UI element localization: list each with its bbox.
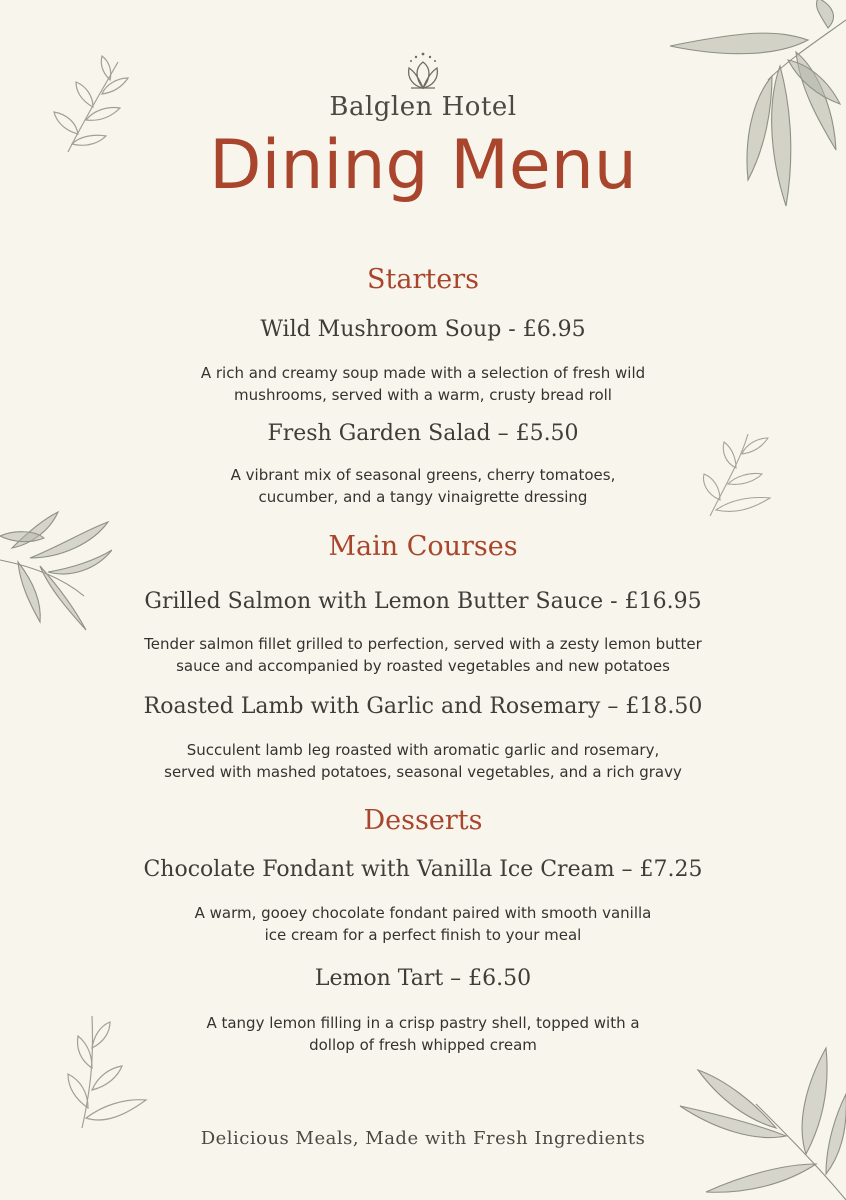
description-line: A tangy lemon filling in a crisp pastry shell, topped with a — [206, 1014, 640, 1032]
menu-item-description — [0, 633, 846, 677]
olive-branch-bottom-right-icon — [676, 1044, 846, 1200]
menu-item-name: Wild Mushroom Soup - £6.95 — [260, 317, 586, 342]
menu-item-description — [0, 464, 846, 508]
description-line: A rich and creamy soup made with a selection of fresh wild — [200, 364, 646, 382]
menu-item-name: Grilled Salmon with Lemon Butter Sauce - £16.95 — [144, 589, 702, 614]
description-line: A warm, gooey chocolate fondant paired with smooth vanilla — [194, 904, 652, 922]
menu-item-name: Fresh Garden Salad – £5.50 — [267, 421, 579, 446]
hotel-name: Balglen Hotel — [329, 92, 517, 122]
menu-item-description — [0, 1012, 846, 1056]
menu-item-name: Roasted Lamb with Garlic and Rosemary – £18.50 — [143, 694, 703, 719]
menu-item-description — [0, 739, 846, 783]
description-line: A vibrant mix of seasonal greens, cherry tomatoes, — [230, 466, 616, 484]
description-line: Tender salmon fillet grilled to perfection, served with a zesty lemon butter — [144, 635, 702, 653]
lotus-crown-logo-icon — [405, 50, 441, 92]
section-heading-main-courses: Main Courses — [328, 531, 518, 562]
menu-item-description — [0, 362, 846, 406]
menu-item-name: Lemon Tart – £6.50 — [314, 966, 532, 991]
menu-item-description — [0, 902, 846, 946]
olive-branch-mid-left-icon — [0, 500, 112, 636]
description-line: ice cream for a perfect finish to your meal — [264, 926, 582, 944]
description-line: served with mashed potatoes, seasonal vegetables, and a rich gravy — [164, 763, 682, 781]
section-heading-desserts: Desserts — [363, 805, 483, 836]
description-line: mushrooms, served with a warm, crusty bread roll — [234, 386, 612, 404]
footer-tagline: Delicious Meals, Made with Fresh Ingredients — [200, 1128, 646, 1149]
description-line: Succulent lamb leg roasted with aromatic garlic and rosemary, — [186, 741, 660, 759]
description-line: cucumber, and a tangy vinaigrette dressing — [258, 488, 588, 506]
description-line: sauce and accompanied by roasted vegetables and new potatoes — [176, 657, 670, 675]
section-heading-starters: Starters — [367, 264, 479, 295]
page-title: Dining Menu — [209, 126, 637, 205]
menu-item-name: Chocolate Fondant with Vanilla Ice Cream – £7.25 — [143, 857, 703, 882]
description-line: dollop of fresh whipped cream — [309, 1036, 537, 1054]
